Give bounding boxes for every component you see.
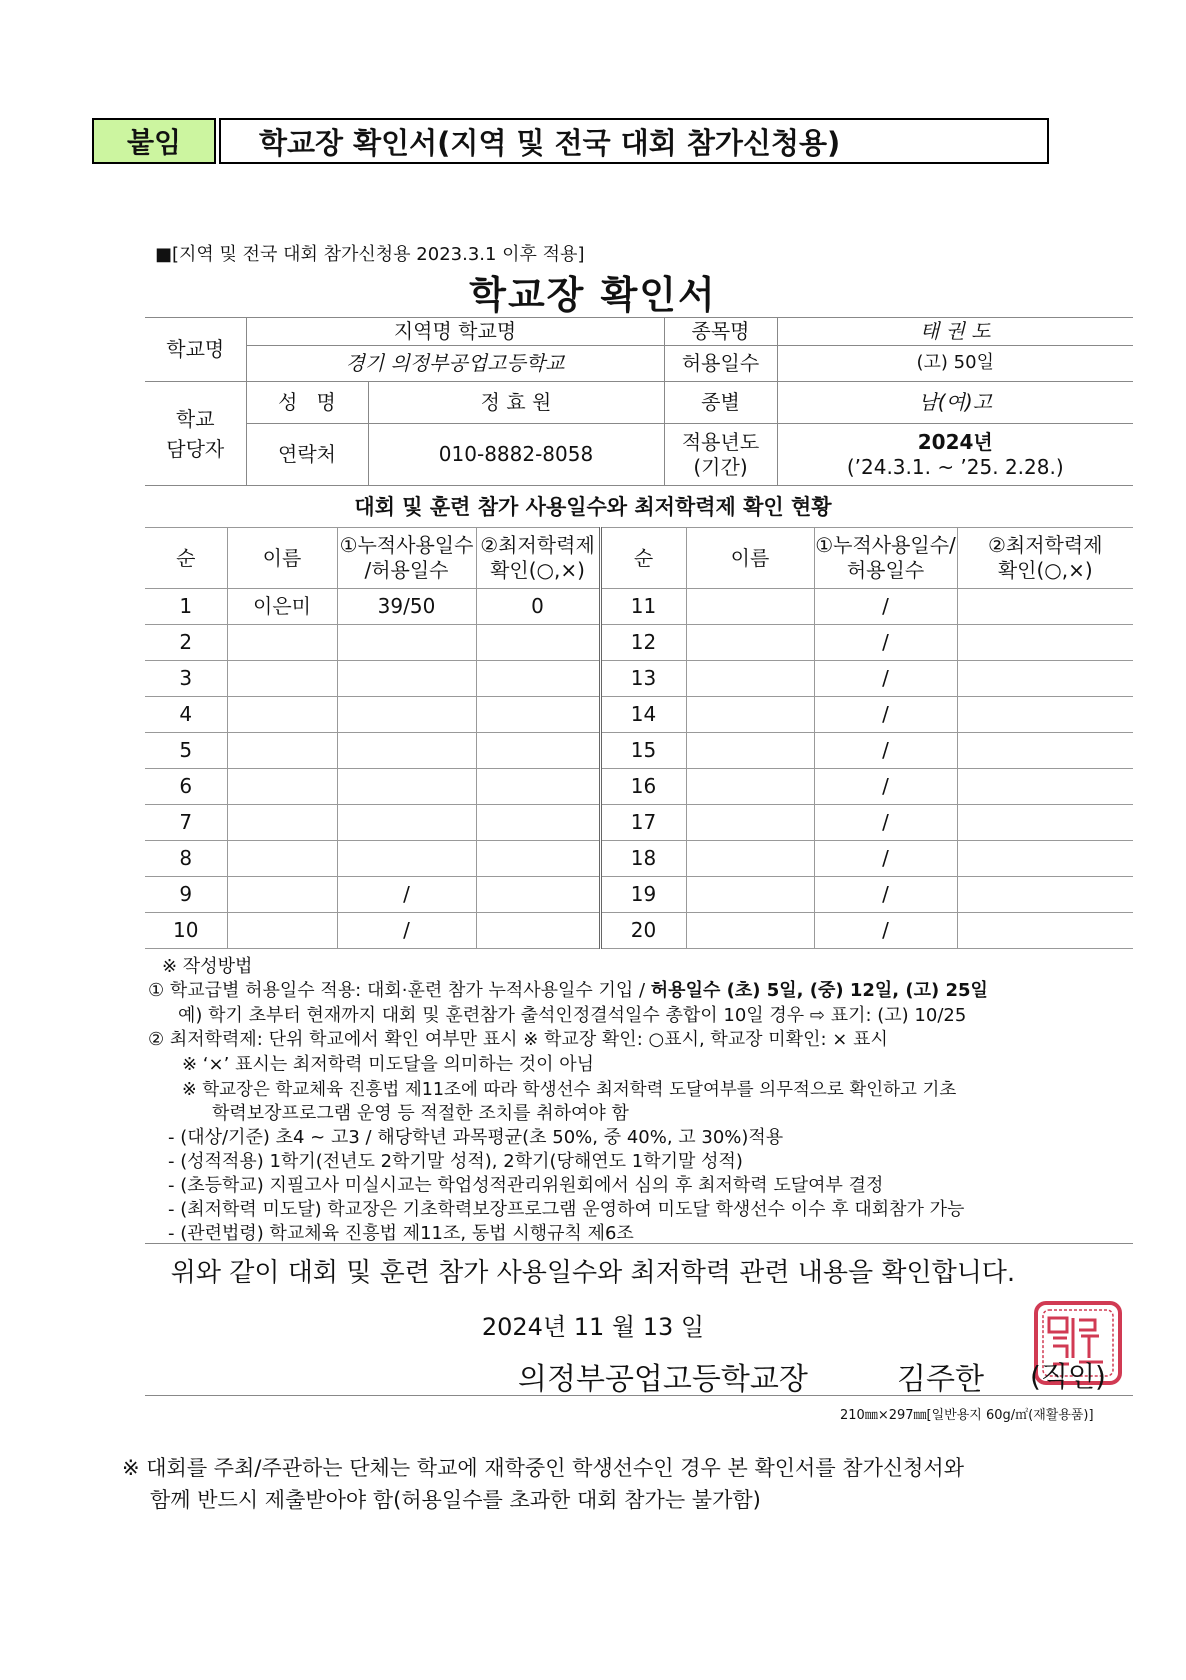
staff-label: 학교 담당자 xyxy=(145,382,246,486)
row-name-right xyxy=(686,697,814,733)
table-row xyxy=(145,625,1133,661)
year-label: 적용년도 (기간) xyxy=(664,424,777,486)
row-name-right xyxy=(686,661,814,697)
method-line-1a: ① 학교급별 허용일수 적용: 대회·훈련 참가 누적사용일수 기입 / xyxy=(148,980,651,1001)
row-no-right: 20 xyxy=(600,913,686,949)
row-check-left xyxy=(476,733,600,769)
row-used-left: / xyxy=(337,913,476,949)
info-table xyxy=(145,317,1133,486)
bottom-divider xyxy=(145,1395,1133,1396)
method-line-10: - (최저학력 미도달) 학교장은 기초학력보장프로그램 운영하여 미도달 학생선수 이수 후 대회참가 가능 xyxy=(168,1199,965,1220)
method-line-5: ※ 학교장은 학교체육 진흥법 제11조에 따라 학생선수 최저학력 도달여부를 의무적으로 확인하고 기초 xyxy=(182,1080,957,1100)
contact-value: 010-8882-8058 xyxy=(368,424,664,486)
row-check-right xyxy=(957,877,1133,913)
row-name-left xyxy=(227,769,337,805)
row-name-right xyxy=(686,733,814,769)
row-no-right: 11 xyxy=(600,589,686,625)
row-used-left xyxy=(337,661,476,697)
row-no-left: 6 xyxy=(145,769,227,805)
method-title: ※ 작성방법 xyxy=(162,956,253,977)
row-name-right xyxy=(686,877,814,913)
signer-name: 김주한 xyxy=(897,1362,984,1397)
row-used-left: / xyxy=(337,877,476,913)
row-used-right: / xyxy=(814,805,957,841)
document-header-title: 학교장 확인서(지역 및 전국 대회 참가신청용) xyxy=(219,118,1049,164)
row-used-left xyxy=(337,769,476,805)
row-no-left: 1 xyxy=(145,589,227,625)
gender-label: 종별 xyxy=(664,382,777,424)
row-no-right: 19 xyxy=(600,877,686,913)
school-value: 경기 의정부공업고등학교 xyxy=(246,346,664,382)
row-check-left xyxy=(476,697,600,733)
method-line-7: - (대상/기준) 초4 ~ 고3 / 해당학년 과목평균(초 50%, 중 40%, 고 30%)적용 xyxy=(168,1127,784,1148)
row-used-left xyxy=(337,733,476,769)
table-row xyxy=(145,805,1133,841)
row-name-left xyxy=(227,841,337,877)
row-check-right xyxy=(957,805,1133,841)
row-check-right xyxy=(957,769,1133,805)
row-name-right xyxy=(686,589,814,625)
table-row xyxy=(145,769,1133,805)
row-no-left: 9 xyxy=(145,877,227,913)
method-line-11: - (관련법령) 학교체육 진흥법 제11조, 동법 시행규칙 제6조 xyxy=(168,1223,634,1244)
footer-note-2: 함께 반드시 제출받아야 함(허용일수를 초과한 대회 참가는 불가함) xyxy=(150,1488,761,1512)
section-title: 대회 및 훈련 참가 사용일수와 최저학력제 확인 현황 xyxy=(354,495,832,519)
method-line-3: ② 최저학력제: 단위 학교에서 확인 여부만 표시 ※ 학교장 확인: ○표시, 학교장 미확인: × 표시 xyxy=(148,1029,888,1050)
gender-value: 남(여)고 xyxy=(777,382,1133,424)
row-used-right: / xyxy=(814,733,957,769)
row-check-left xyxy=(476,877,600,913)
row-no-right: 13 xyxy=(600,661,686,697)
footer-note-1: ※ 대회를 주최/주관하는 단체는 학교에 재학중인 학생선수인 경우 본 확인서를 참가신청서와 xyxy=(122,1456,965,1480)
row-used-right: / xyxy=(814,769,957,805)
row-name-left: 이은미 xyxy=(227,589,337,625)
row-name-left xyxy=(227,913,337,949)
row-name-left xyxy=(227,733,337,769)
row-no-right: 14 xyxy=(600,697,686,733)
row-no-right: 16 xyxy=(600,769,686,805)
signer-title: 의정부공업고등학교장 xyxy=(518,1362,808,1397)
issue-date: 2024년 11 월 13 일 xyxy=(481,1313,705,1341)
attachment-label: 붙임 xyxy=(92,118,216,164)
name-value: 정 효 원 xyxy=(368,382,664,424)
col-no-right: 순 xyxy=(600,528,686,589)
row-check-left xyxy=(476,913,600,949)
row-used-right: / xyxy=(814,589,957,625)
row-name-right xyxy=(686,841,814,877)
row-name-left xyxy=(227,625,337,661)
row-check-left: 0 xyxy=(476,589,600,625)
col-check-right: ②최저학력제 확인(○,×) xyxy=(957,528,1133,589)
row-name-right xyxy=(686,913,814,949)
row-name-left xyxy=(227,697,337,733)
apply-note: ■[지역 및 전국 대회 참가신청용 2023.3.1 이후 적용] xyxy=(155,244,585,265)
period-value: (’24.3.1. ~ ’25. 2.28.) xyxy=(846,454,1064,479)
row-used-right: / xyxy=(814,913,957,949)
table-row xyxy=(145,589,1133,625)
method-line-6: 학력보장프로그램 운영 등 적절한 조치를 취하여야 함 xyxy=(212,1103,629,1124)
row-no-right: 18 xyxy=(600,841,686,877)
col-check-left: ②최저학력제 확인(○,×) xyxy=(476,528,600,589)
col-no-left: 순 xyxy=(145,528,227,589)
row-no-left: 4 xyxy=(145,697,227,733)
row-used-right: / xyxy=(814,841,957,877)
row-used-right: / xyxy=(814,625,957,661)
row-no-right: 15 xyxy=(600,733,686,769)
divider xyxy=(145,1243,1133,1244)
school-label: 학교명 xyxy=(145,318,246,382)
method-line-8: - (성적적용) 1학기(전년도 2학기말 성적), 2학기(당해연도 1학기말 성적) xyxy=(168,1151,743,1172)
row-used-right: / xyxy=(814,877,957,913)
row-no-right: 12 xyxy=(600,625,686,661)
row-check-right xyxy=(957,841,1133,877)
year-value: 2024년 xyxy=(917,429,993,454)
row-used-left xyxy=(337,841,476,877)
row-no-right: 17 xyxy=(600,805,686,841)
method-line-4: ※ ‘×’ 표시는 최저학력 미도달을 의미하는 것이 아님 xyxy=(182,1054,595,1075)
row-name-right xyxy=(686,769,814,805)
contact-label: 연락처 xyxy=(246,424,368,486)
row-check-right xyxy=(957,697,1133,733)
allowed-days-value: (고) 50일 xyxy=(777,346,1133,382)
row-check-right xyxy=(957,661,1133,697)
row-used-left xyxy=(337,805,476,841)
table-row xyxy=(145,841,1133,877)
row-check-right xyxy=(957,733,1133,769)
row-no-left: 2 xyxy=(145,625,227,661)
row-check-right xyxy=(957,913,1133,949)
table-row xyxy=(145,733,1133,769)
row-no-left: 5 xyxy=(145,733,227,769)
sport-label: 종목명 xyxy=(664,318,777,346)
col-name-right: 이름 xyxy=(686,528,814,589)
row-used-left: 39/50 xyxy=(337,589,476,625)
row-check-left xyxy=(476,661,600,697)
row-check-left xyxy=(476,841,600,877)
row-no-left: 3 xyxy=(145,661,227,697)
allowed-days-label: 허용일수 xyxy=(664,346,777,382)
table-header-row xyxy=(145,528,1133,589)
page-title: 학교장 확인서 xyxy=(469,273,717,317)
school-header: 지역명 학교명 xyxy=(246,318,664,346)
row-used-left xyxy=(337,697,476,733)
col-used-left: ①누적사용일수 /허용일수 xyxy=(337,528,476,589)
row-name-right xyxy=(686,625,814,661)
seal-mark: (직인) xyxy=(1030,1360,1106,1393)
table-row xyxy=(145,661,1133,697)
row-used-right: / xyxy=(814,697,957,733)
table-row xyxy=(145,877,1133,913)
method-line-1 xyxy=(148,976,988,1002)
confirm-statement: 위와 같이 대회 및 훈련 참가 사용일수와 최저학력 관련 내용을 확인합니다. xyxy=(170,1258,1016,1288)
row-check-left xyxy=(476,625,600,661)
row-used-left xyxy=(337,625,476,661)
row-used-right: / xyxy=(814,661,957,697)
method-line-9: - (초등학교) 지필고사 미실시교는 학업성적관리위원회에서 심의 후 최저학력 도달여부 결정 xyxy=(168,1175,884,1196)
row-name-left xyxy=(227,661,337,697)
row-name-right xyxy=(686,805,814,841)
year-cell xyxy=(777,424,1133,486)
col-used-right: ①누적사용일수/ 허용일수 xyxy=(814,528,957,589)
row-name-left xyxy=(227,805,337,841)
sport-value: 태 권 도 xyxy=(777,318,1133,346)
usage-table xyxy=(145,527,1133,949)
table-row xyxy=(145,697,1133,733)
method-line-1b: 허용일수 (초) 5일, (중) 12일, (고) 25일 xyxy=(650,980,988,1001)
table-row xyxy=(145,913,1133,949)
col-name-left: 이름 xyxy=(227,528,337,589)
row-check-right xyxy=(957,625,1133,661)
paper-spec-note: 210㎜×297㎜[일반용지 60g/㎡(재활용품)] xyxy=(840,1408,1094,1423)
row-check-right xyxy=(957,589,1133,625)
row-name-left xyxy=(227,877,337,913)
name-label: 성 명 xyxy=(246,382,368,424)
row-check-left xyxy=(476,805,600,841)
method-line-2: 예) 학기 초부터 현재까지 대회 및 훈련참가 출석인정결석일수 총합이 10일 경우 ⇨ 표기: (고) 10/25 xyxy=(178,1005,967,1026)
row-no-left: 8 xyxy=(145,841,227,877)
row-check-left xyxy=(476,769,600,805)
row-no-left: 10 xyxy=(145,913,227,949)
row-no-left: 7 xyxy=(145,805,227,841)
